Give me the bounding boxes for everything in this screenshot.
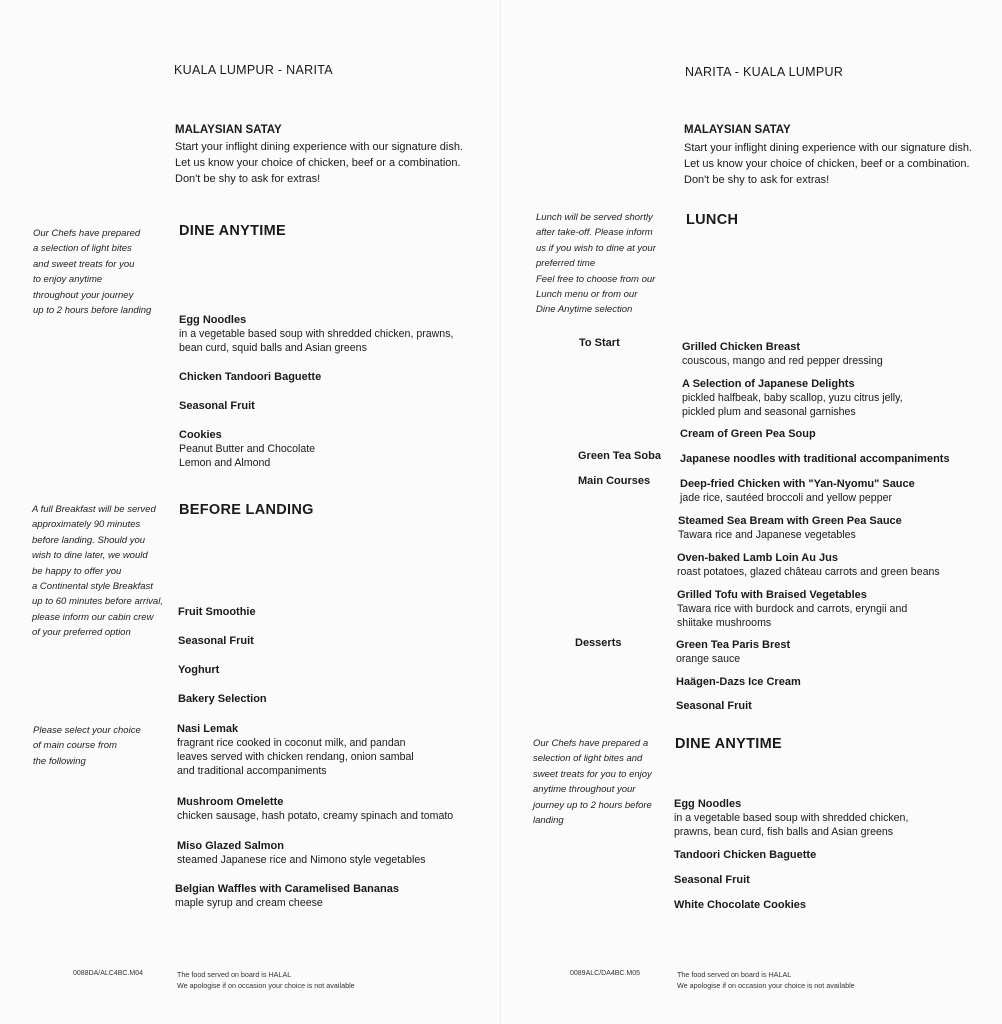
menu-item [678, 514, 998, 542]
lunch-heading: LUNCH [686, 212, 739, 228]
menu-item [178, 605, 498, 619]
menu-item-description: fragrant rice cooked in coconut milk, and pandan leaves served with chicken rendang, onion sambal and traditional accompaniments [177, 737, 414, 777]
menu-item [677, 588, 997, 630]
menu-item-name: Green Tea Paris Brest [676, 639, 791, 651]
menu-item-name: A Selection of Japanese Delights [682, 378, 855, 390]
menu-item-description: Tawara rice with burdock and carrots, eryngii and shiitake mushrooms [677, 603, 908, 629]
menu-item [179, 399, 499, 413]
menu-item-name: Seasonal Fruit [674, 874, 750, 886]
menu-item-name: Miso Glazed Salmon [177, 840, 284, 852]
main-course-note: Please select your choice of main course from the following [33, 725, 141, 767]
before-landing-note: A full Breakfast will be served approximately 90 minutes before landing. Should you wish to dine later, we would be happy to offer you a Continental style Breakfast up to 60 minutes before arrival, please inform our cabin crew of your preferred option [32, 504, 163, 639]
menu-item-name: Yoghurt [178, 664, 220, 676]
menu-item [179, 370, 499, 384]
menu-item-name: Egg Noodles [674, 798, 742, 810]
menu-item-name: Cookies [179, 429, 222, 441]
menu-item-name: Oven-baked Lamb Loin Au Jus [677, 552, 838, 564]
menu-item-name: Japanese noodles with traditional accompaniments [680, 453, 950, 465]
menu-item-name: Seasonal Fruit [178, 635, 254, 647]
menu-item [179, 313, 499, 355]
course-label-to-start: To Start [579, 337, 620, 349]
menu-item [179, 428, 499, 470]
satay-description: Start your inflight dining experience with our signature dish. Let us know your choice of chicken, beef or a combination. Don't be shy to ask for extras! [175, 141, 463, 185]
course-label-green-tea-soba: Green Tea Soba [578, 450, 661, 462]
satay-title: MALAYSIAN SATAY [175, 124, 282, 136]
menu-item-name: Belgian Waffles with Caramelised Bananas [175, 883, 399, 895]
menu-item [680, 452, 1000, 466]
course-label-main-courses: Main Courses [578, 475, 651, 487]
menu-item-name: Mushroom Omelette [177, 796, 284, 808]
menu-item-name: Seasonal Fruit [179, 400, 255, 412]
menu-item-name: Fruit Smoothie [178, 606, 256, 618]
menu-item-name: Grilled Tofu with Braised Vegetables [677, 589, 867, 601]
menu-item-name: Bakery Selection [178, 693, 267, 705]
menu-item-description: pickled halfbeak, baby scallop, yuzu citrus jelly, pickled plum and seasonal garnishes [682, 392, 903, 418]
menu-item-description: couscous, mango and red pepper dressing [682, 355, 883, 367]
before-landing-heading: BEFORE LANDING [179, 502, 314, 518]
menu-item-description: orange sauce [676, 653, 741, 665]
menu-item [177, 839, 497, 867]
dine-anytime-note: Our Chefs have prepared a selection of light bites and sweet treats for you to enjoy anytime throughout your journey up to 2 hours before landing [33, 228, 152, 317]
menu-item [674, 797, 994, 839]
menu-item [677, 551, 997, 579]
menu-code: 0089ALC/DA4BC.M05 [570, 970, 641, 977]
menu-item-description: roast potatoes, glazed château carrots and green beans [677, 566, 940, 578]
menu-item-description: in a vegetable based soup with shredded chicken, prawns, bean curd, fish balls and Asian greens [674, 812, 909, 838]
menu-item-name: Grilled Chicken Breast [682, 341, 800, 353]
menu-item [680, 477, 1000, 505]
menu-item-name: White Chocolate Cookies [674, 899, 807, 911]
satay-description: Start your inflight dining experience with our signature dish. Let us know your choice of chicken, beef or a combination. Don't be shy to ask for extras! [684, 142, 972, 186]
menu-item-description: in a vegetable based soup with shredded chicken, prawns, bean curd, squid balls and Asian greens [179, 328, 454, 354]
menu-item [674, 873, 994, 887]
menu-item-name: Nasi Lemak [177, 723, 239, 735]
menu-item-name: Tandoori Chicken Baguette [674, 849, 817, 861]
menu-item [676, 638, 996, 666]
menu-item [178, 663, 498, 677]
menu-item [680, 427, 1000, 441]
halal-footer: The food served on board is HALAL We apologise if on occasion your choice is not available [677, 970, 855, 990]
course-label-desserts: Desserts [575, 637, 622, 649]
menu-item-name: Egg Noodles [179, 314, 247, 326]
menu-item-description: Peanut Butter and Chocolate Lemon and Almond [179, 443, 316, 469]
route-title: KUALA LUMPUR - NARITA [174, 63, 333, 77]
menu-item [178, 634, 498, 648]
menu-item [175, 882, 495, 910]
lunch-note: Lunch will be served shortly after take-off. Please inform us if you wish to dine at your preferred time Feel free to choose from our Lunch menu or from our Dine Anytime selection [536, 212, 656, 316]
menu-item-description: chicken sausage, hash potato, creamy spinach and tomato [177, 810, 454, 822]
menu-item-description: steamed Japanese rice and Nimono style vegetables [177, 854, 426, 866]
menu-item [682, 340, 1002, 368]
dine-anytime-heading: DINE ANYTIME [179, 223, 286, 239]
menu-item-description: Tawara rice and Japanese vegetables [678, 529, 856, 541]
route-title: NARITA - KUALA LUMPUR [685, 65, 844, 79]
menu-item-name: Steamed Sea Bream with Green Pea Sauce [678, 515, 902, 527]
menu-item-name: Cream of Green Pea Soup [680, 428, 816, 440]
menu-item [676, 699, 996, 713]
menu-item-name: Seasonal Fruit [676, 700, 752, 712]
menu-item [178, 692, 498, 706]
halal-footer: The food served on board is HALAL We apologise if on occasion your choice is not available [177, 970, 355, 990]
menu-item [676, 675, 996, 689]
menu-item-name: Deep-fried Chicken with "Yan-Nyomu" Sauce [680, 478, 915, 490]
menu-item-name: Haägen-Dazs Ice Cream [676, 676, 801, 688]
menu-item [674, 898, 994, 912]
menu-item [177, 722, 497, 778]
menu-item [674, 848, 994, 862]
menu-code: 0088DA/ALC4BC.M04 [73, 970, 144, 977]
menu-item [682, 377, 1002, 419]
menu-page-nrt-kul [501, 0, 1002, 1024]
menu-item [177, 795, 497, 823]
dine-anytime-heading: DINE ANYTIME [675, 736, 782, 752]
menu-item-name: Chicken Tandoori Baguette [179, 371, 322, 383]
satay-title: MALAYSIAN SATAY [684, 124, 791, 136]
dine-anytime-note: Our Chefs have prepared a selection of light bites and sweet treats for you to enjoy anytime throughout your journey up to 2 hours before landing [533, 738, 652, 827]
menu-item-description: jade rice, sautéed broccoli and yellow pepper [680, 492, 893, 504]
menu-item-description: maple syrup and cream cheese [175, 897, 323, 909]
